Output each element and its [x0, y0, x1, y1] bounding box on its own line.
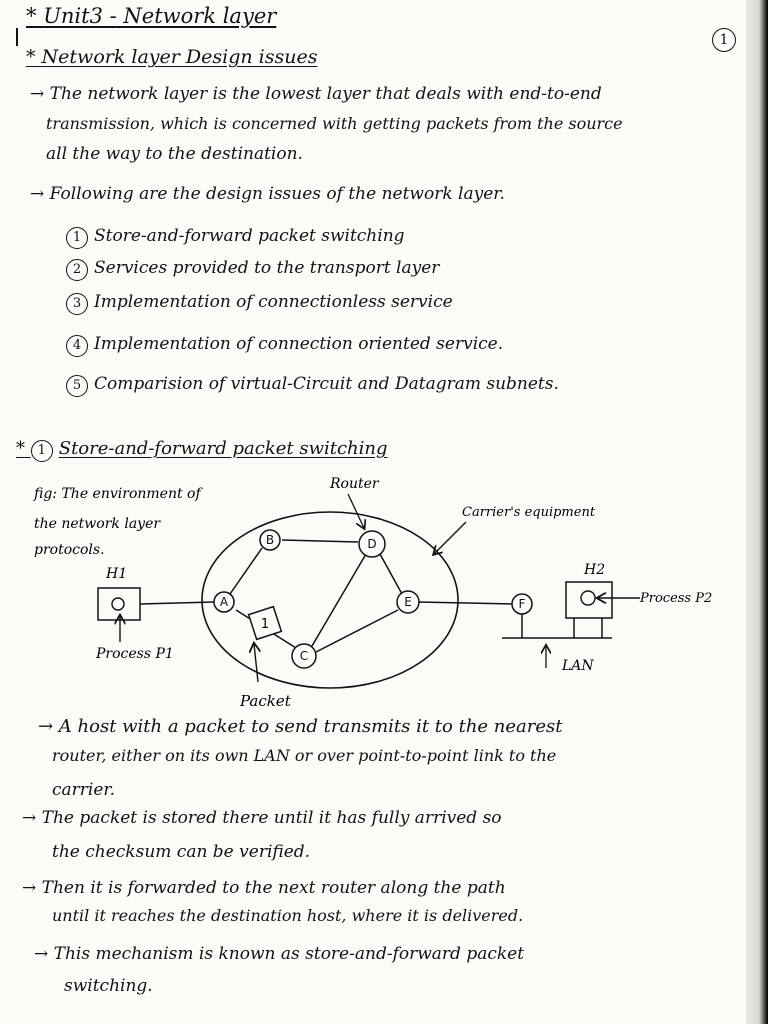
process-p2-circle [581, 591, 595, 605]
note-line: until it reaches the destination host, where it is delivered. [52, 906, 524, 925]
network-diagram [0, 470, 748, 710]
bracket-mark [16, 28, 18, 46]
issue-text: Services provided to the transport layer [94, 258, 440, 278]
process-p1-label: Process P1 [96, 646, 174, 662]
carrier-arrow [434, 522, 466, 554]
page-title [26, 4, 276, 28]
title-dash: - [109, 4, 117, 28]
issue-number: 2 [66, 259, 88, 281]
router-e-label: E [404, 595, 412, 609]
subsection-heading [16, 438, 388, 462]
issue-number: 3 [66, 293, 88, 315]
figure-caption-line: protocols. [34, 542, 105, 558]
issue-text: Implementation of connectionless service [94, 292, 453, 312]
note-line: the checksum can be verified. [52, 842, 311, 862]
router-f-label: F [518, 597, 526, 611]
note-line: → A host with a packet to send transmits it to the nearest [38, 716, 563, 737]
carrier-boundary [202, 512, 458, 688]
issue-text: Store-and-forward packet switching [94, 226, 405, 246]
process-p2-label: Process P2 [640, 591, 713, 606]
router-a-label: A [219, 595, 229, 609]
title-unit: Unit3 [43, 4, 103, 28]
issue-item [66, 334, 503, 357]
section-heading [26, 46, 317, 68]
section-heading-text: Network layer Design issues [41, 46, 318, 68]
issue-item [66, 292, 453, 315]
page-number-value: 1 [719, 32, 729, 48]
host-h2-label: H2 [584, 562, 606, 578]
link-a-b [230, 548, 262, 594]
intro-line-1: → The network layer is the lowest layer that deals with end-to-end [30, 84, 602, 104]
issue-item [66, 226, 405, 249]
issues-intro: → Following are the design issues of the network layer. [30, 184, 505, 204]
host-h2-box [566, 582, 612, 618]
router-arrow [348, 494, 364, 528]
note-line: → Then it is forwarded to the next router along the path [22, 878, 506, 898]
packet-number: 1 [260, 617, 270, 632]
intro-line-3: all the way to the destination. [46, 144, 303, 164]
figure-caption-line: the network layer [34, 516, 161, 532]
note-line: router, either on its own LAN or over point-to-point link to the [52, 746, 557, 765]
link-e-f [418, 602, 512, 604]
page-edge-shadow [746, 0, 768, 1024]
link-b-d [282, 540, 358, 542]
issue-item [66, 258, 439, 281]
link-c-d [312, 554, 366, 646]
packet-arrow [254, 644, 258, 682]
issue-text: Comparision of virtual-Circuit and Datagram subnets. [94, 374, 559, 394]
link-d-e [380, 554, 402, 594]
subsection-text: Store-and-forward packet switching [58, 438, 388, 459]
router-c-label: C [299, 649, 309, 663]
note-line: carrier. [52, 780, 116, 800]
note-line: switching. [64, 976, 153, 996]
note-line: → The packet is stored there until it has fully arrived so [22, 808, 502, 828]
issue-number: 4 [66, 335, 88, 357]
subsection-star: * [16, 438, 25, 459]
router-d-label: D [367, 537, 377, 551]
process-p1-circle [112, 598, 124, 610]
link-c-e [316, 610, 398, 652]
figure-caption-line: fig: The environment of [34, 486, 201, 502]
title-topic: Network layer [123, 4, 277, 28]
subsection-number: 1 [31, 440, 53, 462]
section-heading-star: * [26, 46, 42, 68]
issue-number: 1 [66, 227, 88, 249]
host-h1-box [98, 588, 140, 620]
lan-label: LAN [562, 658, 594, 674]
router-label: Router [330, 476, 379, 492]
page-number [712, 28, 736, 52]
issue-number: 5 [66, 375, 88, 397]
host-h1-label: H1 [106, 566, 128, 582]
note-line: → This mechanism is known as store-and-forward packet [34, 944, 525, 964]
carrier-label: Carrier's equipment [462, 505, 596, 520]
intro-line-2: transmission, which is concerned with getting packets from the source [46, 114, 623, 133]
packet-label: Packet [240, 692, 291, 710]
title-star: * [26, 4, 37, 28]
issue-text: Implementation of connection oriented service. [94, 334, 504, 354]
router-b-label: B [265, 533, 275, 547]
issue-item [66, 374, 559, 397]
